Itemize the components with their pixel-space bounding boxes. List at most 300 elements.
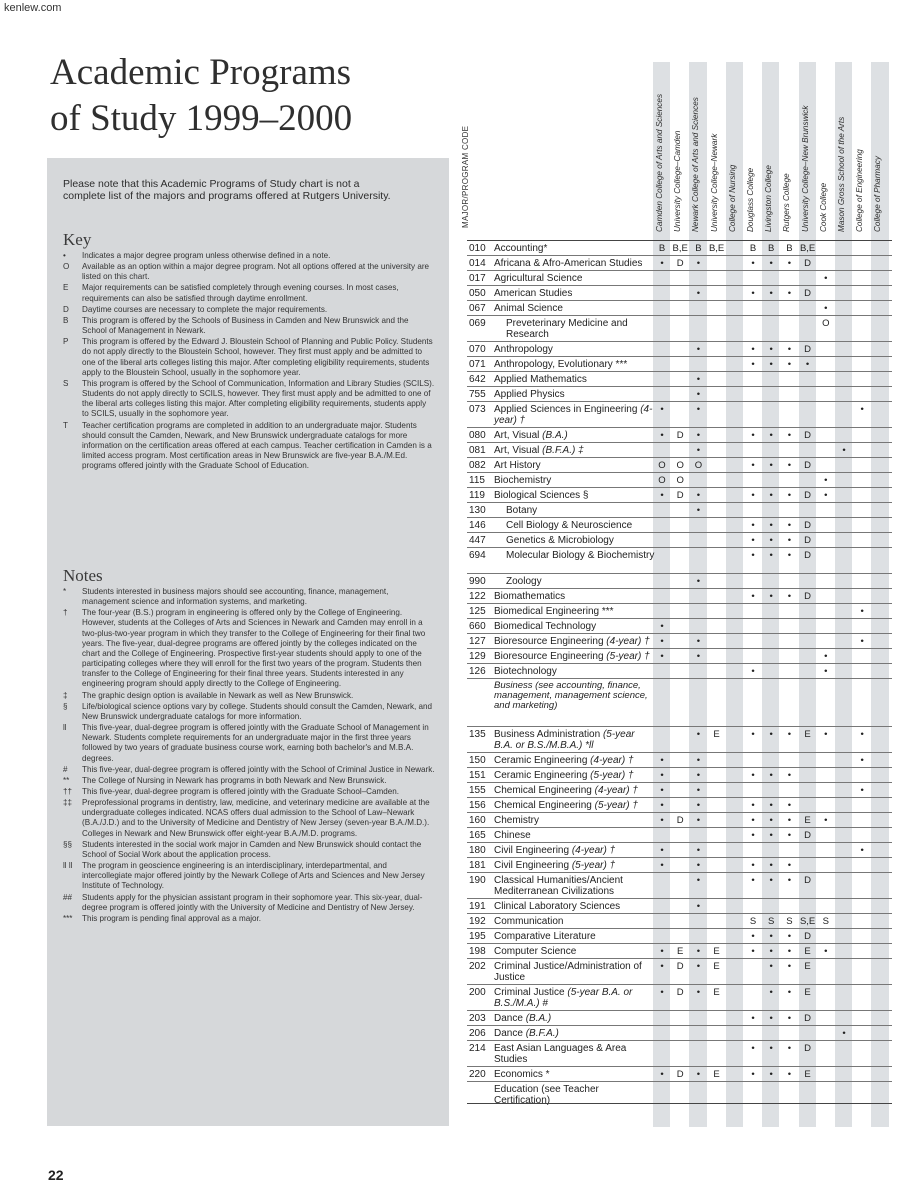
college-header: Rutgers College bbox=[782, 173, 792, 232]
program-mark: • bbox=[787, 860, 792, 871]
program-code: 191 bbox=[469, 901, 486, 912]
program-name-text: Biomathematics bbox=[494, 591, 566, 602]
program-name bbox=[494, 815, 656, 826]
program-mark: • bbox=[696, 374, 701, 385]
program-mark: • bbox=[769, 987, 773, 998]
program-code: 050 bbox=[469, 288, 486, 299]
program-mark: • bbox=[769, 729, 773, 740]
program-mark: • bbox=[660, 258, 664, 269]
program-mark: • bbox=[660, 987, 664, 998]
program-name-qualifier: (5-year) † bbox=[594, 800, 638, 811]
program-name-text: Criminal Justice/Administration of Justice bbox=[494, 961, 642, 983]
program-mark: B bbox=[768, 243, 775, 254]
program-mark: • bbox=[824, 729, 828, 740]
program-name-text: Agricultural Science bbox=[494, 273, 583, 284]
program-name bbox=[506, 505, 668, 516]
table-row bbox=[467, 341, 892, 356]
program-mark: • bbox=[860, 404, 864, 415]
notes-text: This five-year, dual-degree program is offered jointly with the Graduate School–Camden. bbox=[82, 786, 400, 796]
program-mark: D bbox=[804, 591, 812, 602]
program-mark: • bbox=[860, 636, 864, 647]
program-mark: • bbox=[769, 1043, 773, 1054]
key-item bbox=[63, 283, 435, 303]
notes-text: Students interested in the social work major in Camden and New Brunswick should contact the School of Social Work about the application process. bbox=[82, 839, 422, 859]
program-name bbox=[494, 901, 656, 912]
program-mark: • bbox=[751, 815, 755, 826]
program-code: 150 bbox=[469, 755, 486, 766]
program-mark: • bbox=[751, 1013, 755, 1024]
program-name bbox=[494, 374, 656, 385]
watermark: kenlew.com bbox=[4, 2, 62, 14]
program-mark: E bbox=[804, 946, 811, 957]
program-name-text: Biotechnology bbox=[494, 666, 557, 677]
notes-item bbox=[63, 787, 435, 797]
code-column-header: MAJOR/PROGRAM CODE bbox=[461, 125, 470, 228]
program-mark: • bbox=[751, 550, 755, 561]
table-row bbox=[467, 1040, 892, 1066]
program-code: 073 bbox=[469, 404, 486, 415]
program-name bbox=[494, 460, 656, 471]
notes-symbol: §§ bbox=[63, 839, 73, 849]
table-row bbox=[467, 547, 892, 573]
program-mark: E bbox=[804, 1069, 811, 1080]
program-code: 990 bbox=[469, 576, 486, 587]
program-mark: • bbox=[660, 490, 664, 501]
program-name-text: Art, Visual bbox=[494, 445, 540, 456]
program-mark: • bbox=[769, 359, 773, 370]
program-name-text: Biomedical Engineering *** bbox=[494, 606, 614, 617]
page-title bbox=[50, 50, 450, 142]
key-heading: Key bbox=[63, 230, 92, 249]
notes-text: The College of Nursing in Newark has programs in both Newark and New Brunswick. bbox=[82, 775, 387, 785]
college-header: Camden College of Arts and Sciences bbox=[655, 93, 664, 232]
program-mark: S bbox=[786, 916, 793, 927]
program-code: 017 bbox=[469, 273, 486, 284]
program-name bbox=[494, 845, 656, 856]
program-name bbox=[506, 550, 668, 561]
program-mark: • bbox=[769, 550, 773, 561]
program-code: 214 bbox=[469, 1043, 486, 1054]
program-mark: • bbox=[696, 800, 701, 811]
program-code: 165 bbox=[469, 830, 486, 841]
program-code: 081 bbox=[469, 445, 486, 456]
table-row bbox=[467, 487, 892, 502]
program-name-text: Art History bbox=[494, 460, 541, 471]
program-mark: • bbox=[696, 445, 701, 456]
program-mark: • bbox=[751, 1043, 755, 1054]
program-mark: • bbox=[824, 303, 828, 314]
program-mark: • bbox=[751, 860, 755, 871]
program-name bbox=[494, 666, 656, 677]
program-mark: D bbox=[804, 520, 812, 531]
program-name bbox=[494, 404, 656, 426]
program-mark: D bbox=[804, 1013, 812, 1024]
program-mark: • bbox=[769, 288, 773, 299]
program-mark: • bbox=[751, 258, 755, 269]
table-row bbox=[467, 270, 892, 285]
college-header: University College–Camden bbox=[673, 130, 683, 232]
program-mark: • bbox=[660, 946, 664, 957]
notes-heading: Notes bbox=[63, 566, 103, 585]
program-mark: • bbox=[787, 1013, 792, 1024]
program-code: 067 bbox=[469, 303, 486, 314]
table-row bbox=[467, 984, 892, 1010]
program-code: 180 bbox=[469, 845, 486, 856]
key-item bbox=[63, 421, 435, 472]
program-mark: • bbox=[769, 931, 773, 942]
program-mark: B,E bbox=[799, 243, 816, 254]
program-code: 447 bbox=[469, 535, 486, 546]
program-code: 206 bbox=[469, 1028, 486, 1039]
notes-symbol: # bbox=[63, 764, 68, 774]
program-name-text: Civil Engineering bbox=[494, 845, 570, 856]
program-name bbox=[506, 535, 668, 546]
program-name-qualifier: (B.A.) bbox=[525, 1013, 552, 1024]
program-mark: B,E bbox=[672, 243, 688, 254]
program-mark: • bbox=[769, 860, 773, 871]
program-name-qualifier: (5-year) † bbox=[571, 860, 616, 871]
program-name bbox=[494, 916, 656, 927]
program-name-text: Dance bbox=[494, 1013, 523, 1024]
program-name-qualifier: (B.F.A.) bbox=[525, 1028, 559, 1039]
program-code: 190 bbox=[469, 875, 486, 886]
program-mark: S bbox=[749, 916, 757, 927]
program-code: 755 bbox=[469, 389, 486, 400]
program-code: 151 bbox=[469, 770, 486, 781]
program-mark: D bbox=[804, 460, 812, 471]
program-mark: • bbox=[696, 636, 701, 647]
notes-symbol: *** bbox=[63, 913, 73, 923]
notes-symbol: ll ll bbox=[63, 861, 73, 871]
program-mark: D bbox=[676, 258, 684, 269]
table-row bbox=[467, 958, 892, 984]
program-code: 082 bbox=[469, 460, 486, 471]
program-mark: • bbox=[660, 430, 664, 441]
program-mark: • bbox=[842, 445, 846, 456]
program-mark: • bbox=[696, 961, 701, 972]
program-name-qualifier: (5-year) † bbox=[590, 770, 634, 781]
program-mark: O bbox=[658, 460, 666, 471]
program-name bbox=[494, 961, 656, 983]
college-header: College of Pharmacy bbox=[873, 156, 883, 232]
table-row bbox=[467, 356, 892, 371]
notes-item bbox=[63, 893, 435, 913]
program-mark: • bbox=[660, 755, 664, 766]
program-name bbox=[494, 430, 656, 441]
program-mark: • bbox=[751, 460, 755, 471]
program-code: 115 bbox=[469, 475, 485, 486]
program-name bbox=[494, 729, 656, 751]
program-mark: • bbox=[824, 475, 828, 486]
program-code: 155 bbox=[469, 785, 486, 796]
table-row bbox=[467, 842, 892, 857]
notes-text: The program in geoscience engineering is an interdisciplinary, interdepartmental, and intercollegiate major offered jointly by the Newark College of Arts and Sciences and New Jersey Institute of Technology. bbox=[82, 861, 425, 891]
key-symbol: D bbox=[63, 304, 69, 314]
key-text: Available as an option within a major degree program. Not all options offered at the university are listed on this chart. bbox=[82, 262, 430, 282]
program-mark: D bbox=[676, 815, 684, 826]
notes-item bbox=[63, 861, 435, 891]
program-mark: • bbox=[751, 430, 755, 441]
program-name bbox=[494, 770, 656, 781]
program-code: 126 bbox=[469, 666, 486, 677]
program-mark: D bbox=[676, 1069, 684, 1080]
program-mark: • bbox=[696, 651, 701, 662]
program-mark: • bbox=[660, 651, 664, 662]
program-mark: • bbox=[787, 800, 792, 811]
program-mark: O bbox=[694, 460, 703, 471]
program-name bbox=[494, 946, 656, 957]
program-name-qualifier: (B.F.A.) ‡ bbox=[542, 445, 584, 456]
program-mark: • bbox=[696, 845, 701, 856]
program-name bbox=[494, 800, 656, 811]
program-mark: D bbox=[804, 931, 812, 942]
program-code: 071 bbox=[469, 359, 486, 370]
program-name-text: Bioresource Engineering bbox=[494, 651, 604, 662]
program-code: 070 bbox=[469, 344, 486, 355]
program-mark: • bbox=[787, 987, 792, 998]
program-name-text: Computer Science bbox=[494, 946, 577, 957]
program-mark: • bbox=[824, 490, 828, 501]
program-name-text: Accounting* bbox=[494, 243, 548, 254]
program-name-qualifier: (4-year) † bbox=[494, 404, 653, 426]
program-mark: E bbox=[804, 815, 811, 826]
program-mark: • bbox=[660, 815, 664, 826]
program-mark: • bbox=[787, 460, 792, 471]
program-name bbox=[494, 830, 656, 841]
program-mark: • bbox=[787, 258, 792, 269]
program-mark: • bbox=[660, 800, 664, 811]
program-code: 014 bbox=[469, 258, 486, 269]
program-name-text: Applied Physics bbox=[494, 389, 565, 400]
program-mark: D bbox=[804, 430, 812, 441]
program-name-qualifier: (4-year) † bbox=[571, 845, 616, 856]
notes-text: Students apply for the physician assistant program in their sophomore year. This six-year, dual-degree program is offered jointly with the University of Medicine and Dentistry of New Jersey. bbox=[82, 892, 423, 912]
table-row bbox=[467, 255, 892, 270]
program-mark: • bbox=[769, 770, 773, 781]
program-mark: • bbox=[787, 815, 792, 826]
title-line-1: Academic Programs bbox=[50, 52, 352, 93]
table-row bbox=[467, 502, 892, 517]
program-code: 135 bbox=[469, 729, 486, 740]
program-name bbox=[494, 621, 656, 632]
table-row bbox=[467, 898, 892, 913]
key-item bbox=[63, 251, 435, 261]
program-name bbox=[494, 288, 656, 299]
table-row bbox=[467, 857, 892, 872]
program-mark: B bbox=[786, 243, 793, 254]
program-mark: • bbox=[696, 288, 701, 299]
program-mark: • bbox=[787, 288, 792, 299]
table-row bbox=[467, 427, 892, 442]
program-name bbox=[494, 1028, 656, 1039]
table-row bbox=[467, 726, 892, 752]
program-mark: • bbox=[751, 729, 755, 740]
table-row bbox=[467, 943, 892, 958]
table-row bbox=[467, 872, 892, 898]
program-mark: • bbox=[860, 606, 864, 617]
program-name bbox=[494, 785, 656, 796]
program-mark: • bbox=[860, 785, 864, 796]
program-mark: • bbox=[787, 490, 792, 501]
program-mark: • bbox=[787, 875, 792, 886]
program-mark: • bbox=[660, 785, 664, 796]
table-row bbox=[467, 573, 892, 588]
program-name bbox=[494, 344, 656, 355]
table-bottom-rule bbox=[467, 1103, 892, 1104]
program-name bbox=[494, 987, 656, 1009]
program-mark: B bbox=[658, 243, 666, 254]
program-mark: • bbox=[769, 460, 773, 471]
notes-symbol: ** bbox=[63, 775, 70, 785]
program-name-text: Art, Visual bbox=[494, 430, 540, 441]
key-item bbox=[63, 305, 435, 315]
college-header: Livingston College bbox=[764, 165, 774, 232]
program-mark: E bbox=[804, 961, 811, 972]
program-mark: • bbox=[696, 901, 701, 912]
program-code: 160 bbox=[469, 815, 486, 826]
program-name-text: American Studies bbox=[494, 288, 573, 299]
program-mark: • bbox=[787, 359, 792, 370]
notes-symbol: * bbox=[63, 587, 67, 596]
program-name bbox=[494, 475, 656, 486]
table-row bbox=[467, 767, 892, 782]
program-mark: • bbox=[769, 430, 773, 441]
program-code: 080 bbox=[469, 430, 486, 441]
program-mark: • bbox=[696, 785, 701, 796]
program-name-text: Economics * bbox=[494, 1069, 550, 1080]
program-mark: • bbox=[860, 729, 864, 740]
program-mark: • bbox=[769, 875, 773, 886]
program-name-text: Genetics & Microbiology bbox=[506, 535, 614, 546]
program-mark: • bbox=[751, 946, 755, 957]
program-mark: • bbox=[660, 1069, 664, 1080]
program-mark: • bbox=[751, 666, 755, 677]
table-row bbox=[467, 285, 892, 300]
program-name bbox=[506, 576, 668, 587]
program-mark: D bbox=[676, 961, 684, 972]
program-code: 694 bbox=[469, 550, 486, 561]
program-code: 127 bbox=[469, 636, 486, 647]
program-mark: • bbox=[787, 550, 792, 561]
program-mark: D bbox=[804, 535, 812, 546]
program-name bbox=[494, 875, 656, 897]
program-code: 156 bbox=[469, 800, 486, 811]
program-name-qualifier: (5-year) † bbox=[606, 651, 650, 662]
notes-symbol: ll bbox=[63, 723, 67, 733]
program-mark: • bbox=[769, 946, 773, 957]
program-name-text: Applied Mathematics bbox=[494, 374, 587, 385]
program-name bbox=[494, 1043, 656, 1065]
program-mark: • bbox=[805, 359, 810, 370]
program-mark: • bbox=[751, 520, 755, 531]
program-name-text: Preveterinary Medicine and Research bbox=[506, 318, 628, 340]
table-row bbox=[467, 603, 892, 618]
program-mark: • bbox=[769, 1069, 773, 1080]
program-name bbox=[494, 273, 656, 284]
program-name-text: Zoology bbox=[506, 576, 542, 587]
program-mark: • bbox=[751, 344, 755, 355]
key-text: Major requirements can be satisfied completely through evening courses. In most cases, requirements can also be satisfied through daytime enrollment. bbox=[82, 283, 399, 303]
program-mark: • bbox=[696, 404, 701, 415]
program-mark: • bbox=[660, 636, 664, 647]
program-mark: D bbox=[804, 288, 812, 299]
table-row bbox=[467, 371, 892, 386]
program-mark: • bbox=[660, 770, 664, 781]
program-mark: • bbox=[787, 591, 792, 602]
program-mark: • bbox=[787, 961, 792, 972]
program-code: 642 bbox=[469, 374, 486, 385]
key-symbol: O bbox=[63, 262, 70, 272]
notes-symbol: ‡‡ bbox=[63, 798, 73, 808]
program-name-text: Botany bbox=[506, 505, 538, 516]
program-mark: E bbox=[713, 961, 720, 972]
program-mark: D bbox=[804, 830, 812, 841]
program-name bbox=[506, 318, 668, 340]
notes-text: This five-year, dual-degree program is offered jointly with the Graduate School of Management in Newark. Students complete requirements for an undergraduate major in the first three years followed by two years of graduate business course work, earning both bachelor's and M.B.A. degrees. bbox=[82, 723, 429, 763]
notes-symbol: ## bbox=[63, 892, 73, 902]
program-mark: • bbox=[787, 770, 792, 781]
program-name-text: Clinical Laboratory Sciences bbox=[494, 901, 621, 912]
program-name bbox=[506, 520, 668, 531]
program-mark: • bbox=[769, 490, 773, 501]
program-name bbox=[494, 636, 656, 647]
program-mark: • bbox=[824, 815, 828, 826]
program-mark: • bbox=[660, 845, 664, 856]
program-mark: D bbox=[676, 987, 684, 998]
table-row bbox=[467, 797, 892, 812]
program-mark: O bbox=[676, 475, 684, 486]
program-name-text: Ceramic Engineering bbox=[494, 755, 588, 766]
table-row bbox=[467, 442, 892, 457]
program-code: 125 bbox=[469, 606, 486, 617]
program-mark: • bbox=[769, 258, 773, 269]
program-name-text: Chemistry bbox=[494, 815, 540, 826]
key-item bbox=[63, 337, 435, 378]
program-name bbox=[494, 445, 656, 456]
program-mark: D bbox=[804, 550, 812, 561]
program-mark: D bbox=[804, 490, 812, 501]
program-mark: • bbox=[751, 359, 755, 370]
program-code: 220 bbox=[469, 1069, 486, 1080]
program-mark: • bbox=[751, 931, 755, 942]
table-row bbox=[467, 532, 892, 547]
program-mark: E bbox=[713, 987, 720, 998]
program-mark: • bbox=[696, 987, 701, 998]
program-name-text: Business Administration bbox=[494, 729, 601, 740]
table-row bbox=[467, 648, 892, 663]
program-name-text: Biochemistry bbox=[494, 475, 552, 486]
intro-text: Please note that this Academic Programs of Study chart is not a complete list of the majors and programs offered at Rutgers University. bbox=[63, 178, 391, 202]
program-mark: • bbox=[696, 490, 701, 501]
program-mark: • bbox=[824, 651, 828, 662]
table-row bbox=[467, 300, 892, 315]
key-symbol: B bbox=[63, 315, 69, 325]
program-code: 202 bbox=[469, 961, 486, 972]
program-mark: • bbox=[751, 591, 755, 602]
notes-item bbox=[63, 608, 435, 689]
table-row bbox=[467, 1025, 892, 1040]
program-name-text: Chemical Engineering bbox=[494, 785, 592, 796]
program-mark: E bbox=[713, 946, 720, 957]
program-code: 146 bbox=[469, 520, 486, 531]
program-mark: • bbox=[696, 258, 701, 269]
program-mark: D bbox=[676, 430, 684, 441]
key-text: Indicates a major degree program unless otherwise defined in a note. bbox=[82, 251, 331, 260]
table-row bbox=[467, 588, 892, 603]
program-mark: E bbox=[804, 729, 811, 740]
program-name-text: Bioresource Engineering bbox=[494, 636, 604, 647]
program-name bbox=[494, 606, 656, 617]
